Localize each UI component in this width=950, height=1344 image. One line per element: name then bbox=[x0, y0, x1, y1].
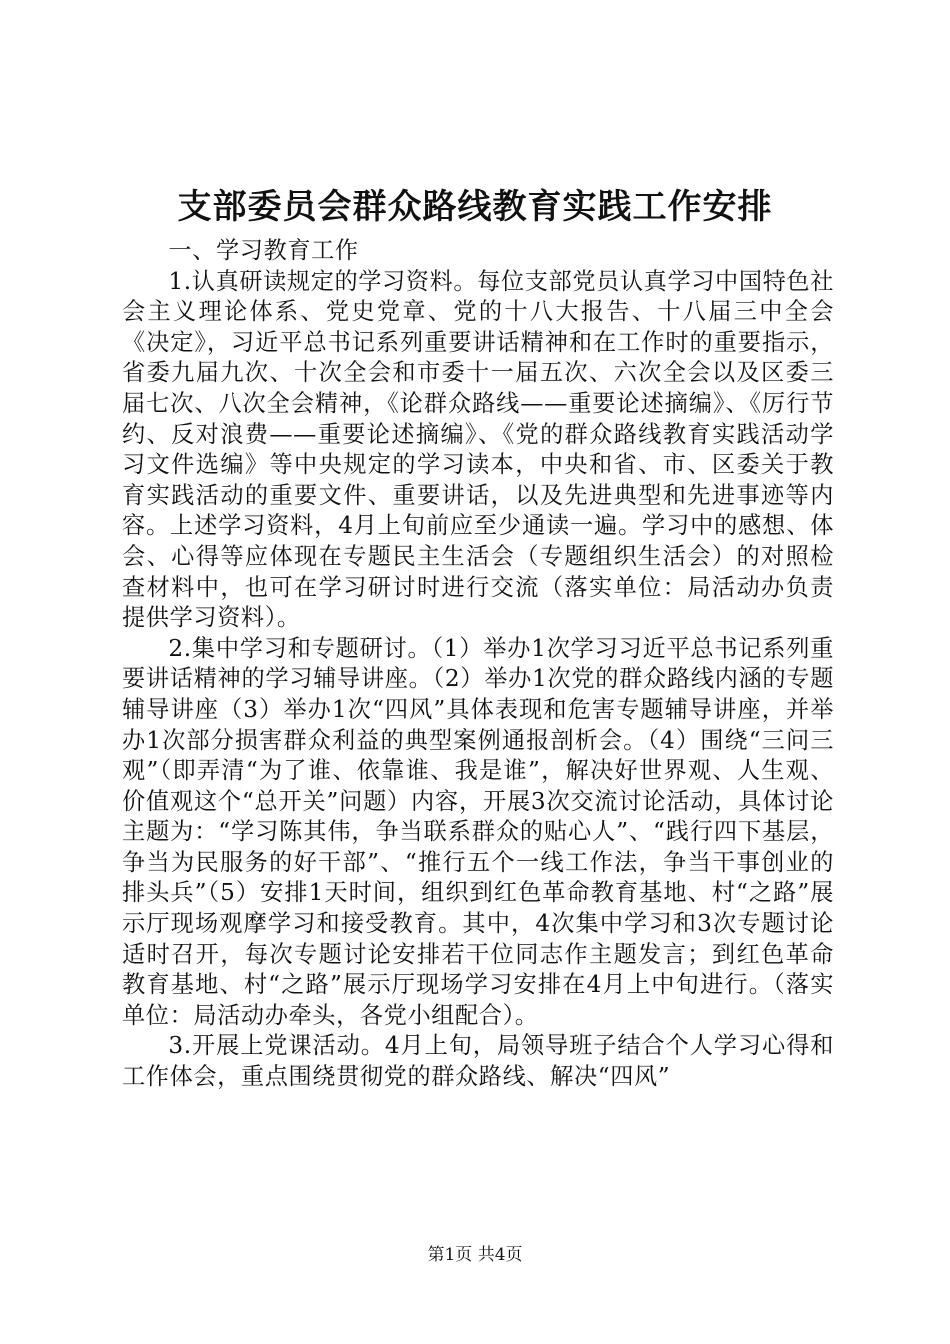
section-heading: 一、学习教育工作 bbox=[168, 237, 359, 264]
document-body bbox=[122, 236, 834, 1093]
paragraph: 1.认真研读规定的学习资料。每位支部党员认真学习中国特色社会主义理论体系、党史党章、党的十八大报告、十八届三中全会《决定》，习近平总书记系列重要讲话精神和在工作时的重要指示，省委九届九次、十次全会和市委十一届五次、六次全会以及区委三届七次、八次全会精神，《论群众路线——重要论述摘编》、《厉行节约、反对浪费——重要论述摘编》、《党的群众路线教育实践活动学习文件选编》等中央规定的学习读本，中央和省、市、区委关于教育实践活动的重要文件、重要讲话，以及先进典型和先进事迹等内容。上述学习资料，4月上旬前应至少通读一遍。学习中的感想、体会、心得等应体现在专题民主生活会（专题组织生活会）的对照检查材料中，也可在学习研讨时进行交流（落实单位：局活动办负责提供学习资料）。 bbox=[122, 267, 834, 632]
paragraph: 3.开展上党课活动。4月上旬，局领导班子结合个人学习心得和工作体会，重点围绕贯彻党的群众路线、解决“四风” bbox=[122, 1032, 834, 1091]
page-number: 第1页 共4页 bbox=[427, 1245, 523, 1265]
paragraph: 2.集中学习和专题研讨。（1）举办1次学习习近平总书记系列重要讲话精神的学习辅导讲座。（2）举办1次党的群众路线内涵的专题辅导讲座（3）举办1次“四风”具体表现和危害专题辅导讲座，并举办1次部分损害群众利益的典型案例通报剖析会。（4）围绕“三问三观”（即弄清“为了谁、依靠谁、我是谁”，解决好世界观、人生观、价值观这个“总开关”问题）内容，开展3次交流讨论活动，具体讨论主题为：“学习陈其伟，争当联系群众的贴心人”、“践行四下基层，争当为民服务的好干部”、“推行五个一线工作法，争当干事创业的排头兵”（5）安排1天时间，组织到红色革命教育基地、村“之路”展示厅现场观摩学习和接受教育。其中，4次集中学习和3次专题讨论适时召开，每次专题讨论安排若干位同志作主题发言；到红色革命教育基地、村“之路”展示厅现场学习安排在4月上中旬进行。（落实单位：局活动办牵头，各党小组配合）。 bbox=[122, 634, 834, 1029]
document-title: 支部委员会群众路线教育实践工作安排 bbox=[177, 187, 773, 227]
